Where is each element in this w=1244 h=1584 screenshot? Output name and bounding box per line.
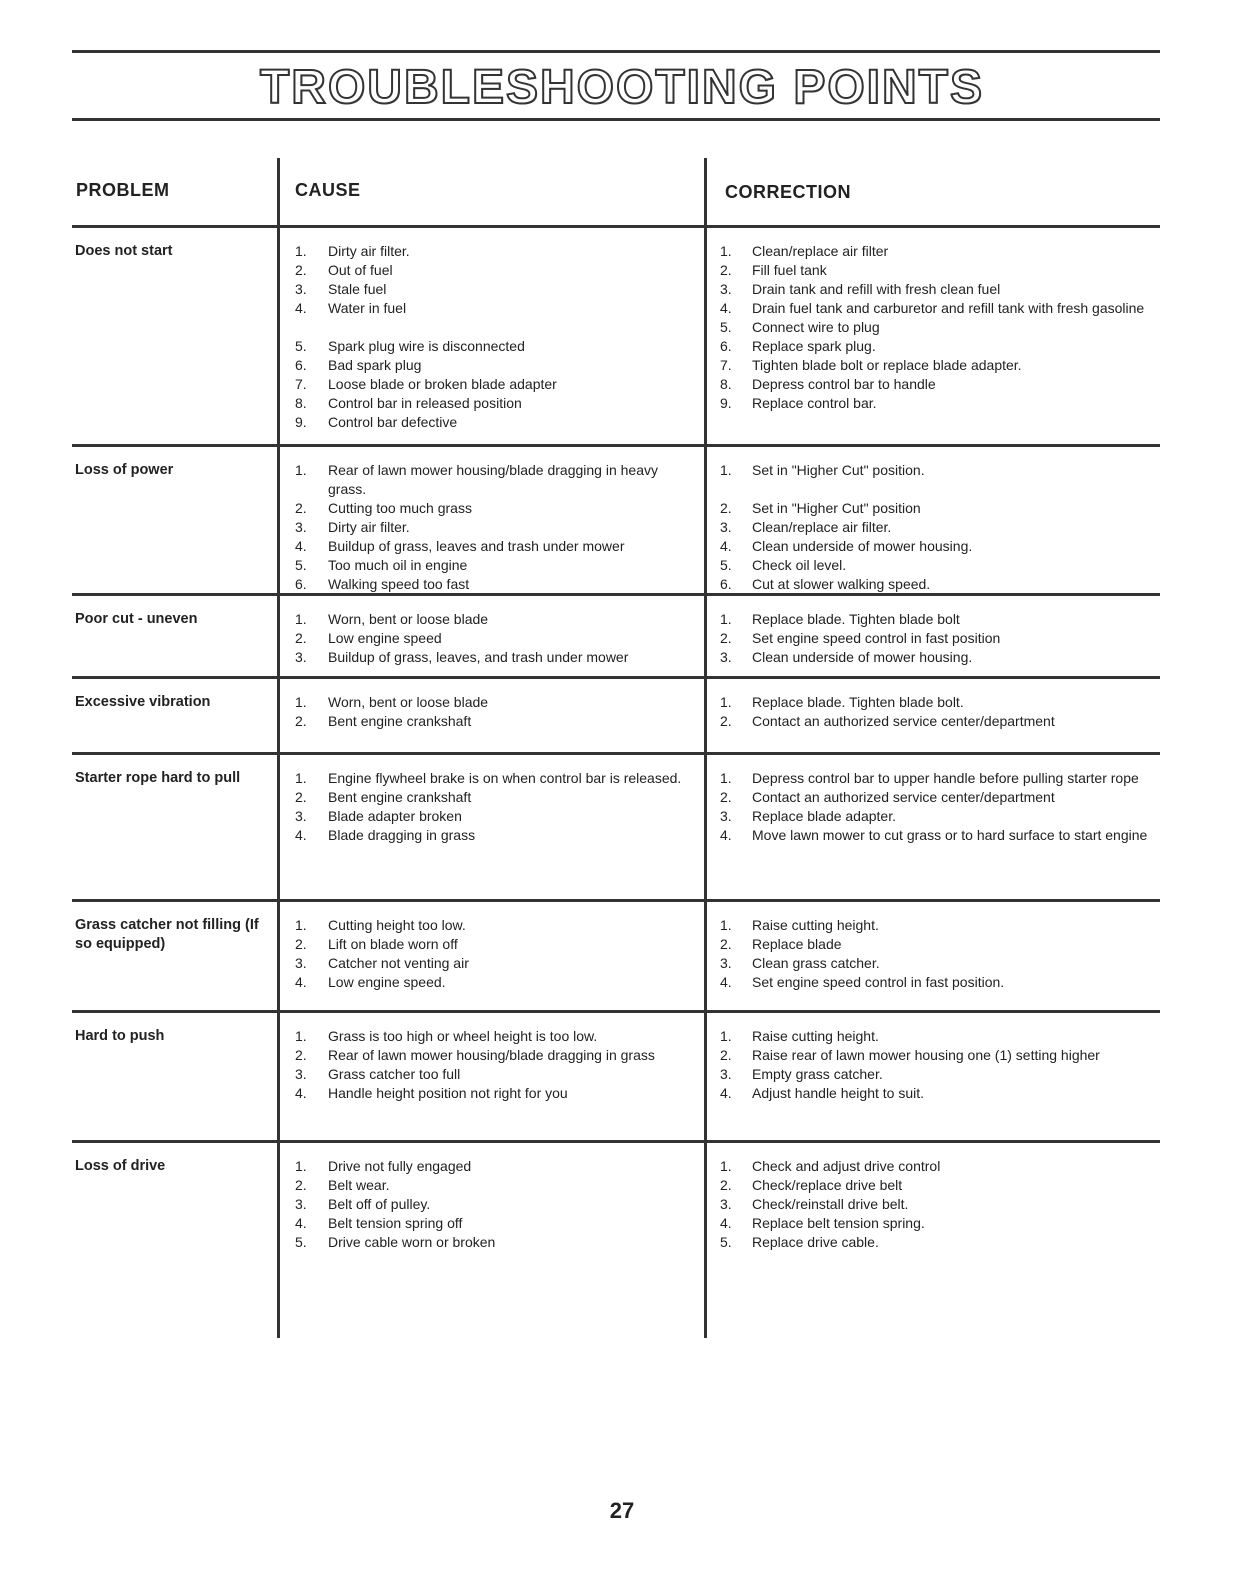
cause-text: Low engine speed. xyxy=(328,974,446,990)
title-top-rule xyxy=(72,50,1160,53)
correction-number: 3. xyxy=(720,1066,732,1082)
cause-number: 2. xyxy=(295,630,307,646)
correction-item xyxy=(720,1046,1150,1065)
correction-item xyxy=(720,394,1150,413)
cause-number: 1. xyxy=(295,770,307,786)
cause-number: 2. xyxy=(295,936,307,952)
correction-number: 1. xyxy=(720,1158,732,1174)
cause-item xyxy=(295,973,695,992)
cause-text: Low engine speed xyxy=(328,630,442,646)
correction-number: 2. xyxy=(720,500,732,516)
correction-number: 5. xyxy=(720,1234,732,1250)
problem-label: Starter rope hard to pull xyxy=(75,770,241,786)
correction-item xyxy=(720,769,1150,788)
correction-number: 3. xyxy=(720,649,732,665)
correction-list xyxy=(720,769,1150,845)
correction-text: Replace blade. Tighten blade bolt. xyxy=(752,694,964,710)
correction-text: Check/replace drive belt xyxy=(752,1177,903,1193)
correction-item xyxy=(720,1176,1150,1195)
correction-number: 8. xyxy=(720,376,732,392)
cause-list xyxy=(295,242,695,432)
cause-number: 4. xyxy=(295,538,307,554)
cause-item xyxy=(295,629,695,648)
cause-number: 1. xyxy=(295,917,307,933)
correction-text: Set engine speed control in fast position xyxy=(752,630,1001,646)
row-separator xyxy=(72,899,1160,902)
column-divider-cause xyxy=(277,158,280,1338)
cause-number: 5. xyxy=(295,557,307,573)
cause-item xyxy=(295,693,695,712)
correction-list xyxy=(720,1027,1150,1103)
cause-number: 8. xyxy=(295,395,307,411)
cause-item xyxy=(295,394,695,413)
cause-text: Belt tension spring off xyxy=(328,1215,463,1231)
cause-item xyxy=(295,1046,695,1065)
cause-number: 3. xyxy=(295,1196,307,1212)
cause-number: 6. xyxy=(295,357,307,373)
correction-number: 4. xyxy=(720,1215,732,1231)
correction-item xyxy=(720,518,1150,537)
correction-item xyxy=(720,973,1150,992)
correction-number: 1. xyxy=(720,1028,732,1044)
correction-text: Replace belt tension spring. xyxy=(752,1215,925,1231)
cause-text: Worn, bent or loose blade xyxy=(328,694,489,710)
cause-item xyxy=(295,575,695,594)
correction-item xyxy=(720,1233,1150,1252)
correction-text: Check oil level. xyxy=(752,557,847,573)
correction-list xyxy=(720,693,1150,731)
cause-text: Water in fuel xyxy=(328,300,407,316)
correction-text: Drain fuel tank and carburetor and refill tank with fresh gasoline xyxy=(752,300,1145,316)
row-separator xyxy=(72,444,1160,447)
correction-text: Tighten blade bolt or replace blade adapter. xyxy=(752,357,1022,373)
cause-text: Blade dragging in grass xyxy=(328,827,476,843)
cause-text: Bad spark plug xyxy=(328,357,422,373)
cause-item xyxy=(295,712,695,731)
correction-text: Move lawn mower to cut grass or to hard surface to start engine xyxy=(752,827,1148,843)
correction-number: 5. xyxy=(720,319,732,335)
cause-list xyxy=(295,461,695,594)
page-number: 27 xyxy=(609,1498,635,1523)
correction-list xyxy=(720,461,1150,594)
cause-number: 2. xyxy=(295,1047,307,1063)
correction-number: 3. xyxy=(720,808,732,824)
cause-number: 4. xyxy=(295,300,307,316)
cause-number: 3. xyxy=(295,281,307,297)
cause-text: Too much oil in engine xyxy=(328,557,468,573)
correction-item xyxy=(720,242,1150,261)
cause-item xyxy=(295,1084,695,1103)
cause-number: 2. xyxy=(295,713,307,729)
cause-text: Out of fuel xyxy=(328,262,393,278)
correction-item xyxy=(720,610,1150,629)
cause-text: Cutting too much grass xyxy=(328,500,472,516)
cause-number: 9. xyxy=(295,414,307,430)
cause-list xyxy=(295,1027,695,1103)
correction-item xyxy=(720,537,1150,556)
cause-text: Loose blade or broken blade adapter xyxy=(328,376,557,392)
correction-number: 2. xyxy=(720,262,732,278)
correction-item xyxy=(720,712,1150,731)
header-problem: PROBLEM xyxy=(76,180,170,200)
cause-item xyxy=(295,807,695,826)
row-separator xyxy=(72,676,1160,679)
cause-item xyxy=(295,826,695,845)
problem-label: Poor cut - uneven xyxy=(75,611,198,627)
correction-text: Clean underside of mower housing. xyxy=(752,538,973,554)
cause-item xyxy=(295,1195,695,1214)
cause-text: Engine flywheel brake is on when control bar is released. xyxy=(328,770,682,786)
correction-text: Empty grass catcher. xyxy=(752,1066,883,1082)
cause-number: 4. xyxy=(295,974,307,990)
cause-number: 4. xyxy=(295,1085,307,1101)
cause-number: 3. xyxy=(295,808,307,824)
correction-text: Replace drive cable. xyxy=(752,1234,879,1250)
cause-text: Catcher not venting air xyxy=(328,955,469,971)
correction-item xyxy=(720,280,1150,299)
correction-text: Connect wire to plug xyxy=(752,319,880,335)
cause-text: Grass is too high or wheel height is too low. xyxy=(328,1028,598,1044)
correction-text: Replace control bar. xyxy=(752,395,877,411)
correction-item xyxy=(720,1214,1150,1233)
cause-item xyxy=(295,556,695,575)
correction-number: 4. xyxy=(720,1085,732,1101)
correction-item xyxy=(720,826,1150,845)
cause-item xyxy=(295,280,695,299)
correction-number: 3. xyxy=(720,955,732,971)
correction-item xyxy=(720,337,1150,356)
correction-item xyxy=(720,375,1150,394)
correction-text: Drain tank and refill with fresh clean fuel xyxy=(752,281,1001,297)
cause-text: Dirty air filter. xyxy=(328,519,410,535)
cause-item xyxy=(295,537,695,556)
cause-number: 2. xyxy=(295,789,307,805)
correction-number: 9. xyxy=(720,395,732,411)
correction-number: 2. xyxy=(720,1047,732,1063)
cause-number: 4. xyxy=(295,1215,307,1231)
cause-text: Control bar defective xyxy=(328,414,458,430)
row-separator xyxy=(72,593,1160,596)
correction-number: 5. xyxy=(720,557,732,573)
correction-item xyxy=(720,648,1150,667)
cause-item xyxy=(295,648,695,667)
cause-text: Stale fuel xyxy=(328,281,387,297)
correction-number: 1. xyxy=(720,694,732,710)
correction-item xyxy=(720,480,1150,499)
cause-text: Walking speed too fast xyxy=(328,576,470,592)
correction-text: Clean/replace air filter xyxy=(752,243,889,259)
cause-text: Bent engine crankshaft xyxy=(328,713,472,729)
cause-number: 3. xyxy=(295,1066,307,1082)
row-separator xyxy=(72,752,1160,755)
correction-text: Clean grass catcher. xyxy=(752,955,880,971)
cause-item xyxy=(295,1157,695,1176)
correction-number: 4. xyxy=(720,538,732,554)
correction-item xyxy=(720,935,1150,954)
cause-item xyxy=(295,788,695,807)
cause-item xyxy=(295,413,695,432)
correction-number: 1. xyxy=(720,770,732,786)
cause-item xyxy=(295,1065,695,1084)
correction-number: 1. xyxy=(720,243,732,259)
correction-list xyxy=(720,1157,1150,1252)
problem-label: Loss of drive xyxy=(75,1158,166,1174)
cause-text: Cutting height too low. xyxy=(328,917,466,933)
correction-item xyxy=(720,629,1150,648)
cause-list xyxy=(295,1157,695,1252)
cause-item xyxy=(295,242,695,261)
correction-text: Cut at slower walking speed. xyxy=(752,576,931,592)
correction-text: Clean/replace air filter. xyxy=(752,519,892,535)
correction-text: Set engine speed control in fast position. xyxy=(752,974,1005,990)
cause-text: Rear of lawn mower housing/blade dragging in grass xyxy=(328,1047,655,1063)
correction-item xyxy=(720,807,1150,826)
cause-item xyxy=(295,954,695,973)
cause-text: Belt wear. xyxy=(328,1177,390,1193)
cause-item xyxy=(295,261,695,280)
correction-item xyxy=(720,356,1150,375)
correction-text: Depress control bar to handle xyxy=(752,376,936,392)
cause-number: 2. xyxy=(295,1177,307,1193)
problem-label: Loss of power xyxy=(75,462,174,478)
header-correction: CORRECTION xyxy=(725,182,851,202)
cause-text: Buildup of grass, leaves and trash under mower xyxy=(328,538,625,554)
correction-text: Replace spark plug. xyxy=(752,338,876,354)
correction-text: Clean underside of mower housing. xyxy=(752,649,973,665)
cause-number: 1. xyxy=(295,694,307,710)
correction-number: 2. xyxy=(720,713,732,729)
cause-item xyxy=(295,337,695,356)
correction-number: 1. xyxy=(720,462,732,478)
correction-item xyxy=(720,954,1150,973)
correction-number: 1. xyxy=(720,917,732,933)
cause-number: 5. xyxy=(295,338,307,354)
cause-item xyxy=(295,916,695,935)
cause-text: Worn, bent or loose blade xyxy=(328,611,489,627)
correction-item xyxy=(720,1195,1150,1214)
correction-number: 2. xyxy=(720,789,732,805)
correction-text: Replace blade adapter. xyxy=(752,808,896,824)
correction-number: 4. xyxy=(720,300,732,316)
cause-number: 1. xyxy=(295,462,307,478)
correction-number: 2. xyxy=(720,1177,732,1193)
cause-item xyxy=(295,461,695,499)
cause-item xyxy=(295,1233,695,1252)
cause-item xyxy=(295,318,695,337)
cause-number: 1. xyxy=(295,611,307,627)
correction-text: Check and adjust drive control xyxy=(752,1158,941,1174)
correction-number: 3. xyxy=(720,519,732,535)
correction-text: Adjust handle height to suit. xyxy=(752,1085,925,1101)
cause-list xyxy=(295,769,695,845)
header-cause: CAUSE xyxy=(295,180,361,200)
cause-list xyxy=(295,916,695,992)
problem-label: Hard to push xyxy=(75,1028,165,1044)
row-separator xyxy=(72,1140,1160,1143)
cause-list xyxy=(295,693,695,731)
correction-number: 6. xyxy=(720,338,732,354)
correction-text: Check/reinstall drive belt. xyxy=(752,1196,909,1212)
cause-item xyxy=(295,769,695,788)
cause-text: Lift on blade worn off xyxy=(328,936,458,952)
problem-label: Excessive vibration xyxy=(75,694,211,710)
cause-text: Grass catcher too full xyxy=(328,1066,461,1082)
cause-item xyxy=(295,935,695,954)
correction-text: Raise cutting height. xyxy=(752,1028,879,1044)
correction-number: 4. xyxy=(720,974,732,990)
cause-text: Spark plug wire is disconnected xyxy=(328,338,525,354)
cause-text: Belt off of pulley. xyxy=(328,1196,431,1212)
correction-item xyxy=(720,556,1150,575)
correction-item xyxy=(720,575,1150,594)
cause-item xyxy=(295,1027,695,1046)
row-separator xyxy=(72,225,1160,228)
correction-item xyxy=(720,693,1150,712)
correction-text: Replace blade. Tighten blade bolt xyxy=(752,611,960,627)
cause-number: 2. xyxy=(295,262,307,278)
cause-text: Control bar in released position xyxy=(328,395,522,411)
problem-label: Grass catcher not filling (If so equipped) xyxy=(75,917,259,952)
correction-item xyxy=(720,1157,1150,1176)
cause-number: 7. xyxy=(295,376,307,392)
correction-text: Fill fuel tank xyxy=(752,262,827,278)
cause-item xyxy=(295,299,695,318)
cause-item xyxy=(295,518,695,537)
cause-item xyxy=(295,356,695,375)
correction-item xyxy=(720,299,1150,318)
problem-label: Does not start xyxy=(75,243,173,259)
correction-number: 2. xyxy=(720,936,732,952)
correction-text: Set in "Higher Cut" position xyxy=(752,500,921,516)
correction-item xyxy=(720,499,1150,518)
correction-item xyxy=(720,788,1150,807)
correction-number: 6. xyxy=(720,576,732,592)
cause-number: 4. xyxy=(295,827,307,843)
cause-text: Buildup of grass, leaves, and trash under mower xyxy=(328,649,629,665)
cause-text: Dirty air filter. xyxy=(328,243,410,259)
cause-text: Handle height position not right for you xyxy=(328,1085,568,1101)
cause-number: 6. xyxy=(295,576,307,592)
cause-item xyxy=(295,499,695,518)
correction-number: 3. xyxy=(720,281,732,297)
cause-text: Rear of lawn mower housing/blade dragging in heavy grass. xyxy=(328,462,658,497)
cause-text: Drive not fully engaged xyxy=(328,1158,472,1174)
correction-list xyxy=(720,242,1150,413)
title-bottom-rule xyxy=(72,118,1160,121)
correction-text: Raise cutting height. xyxy=(752,917,879,933)
cause-number: 3. xyxy=(295,519,307,535)
correction-text: Raise rear of lawn mower housing one (1) setting higher xyxy=(752,1047,1100,1063)
correction-text: Contact an authorized service center/department xyxy=(752,789,1055,805)
cause-item xyxy=(295,375,695,394)
cause-number: 5. xyxy=(295,1234,307,1250)
cause-list xyxy=(295,610,695,667)
correction-item xyxy=(720,1027,1150,1046)
cause-number: 1. xyxy=(295,1158,307,1174)
cause-number: 3. xyxy=(295,649,307,665)
cause-number: 2. xyxy=(295,500,307,516)
correction-text: Replace blade xyxy=(752,936,842,952)
correction-text: Depress control bar to upper handle before pulling starter rope xyxy=(752,770,1139,786)
correction-item xyxy=(720,1084,1150,1103)
correction-item xyxy=(720,1065,1150,1084)
correction-number: 3. xyxy=(720,1196,732,1212)
cause-text: Bent engine crankshaft xyxy=(328,789,472,805)
correction-number: 1. xyxy=(720,611,732,627)
cause-item xyxy=(295,610,695,629)
correction-item xyxy=(720,916,1150,935)
page-title: TROUBLESHOOTING POINTS xyxy=(259,61,984,114)
correction-number: 7. xyxy=(720,357,732,373)
cause-item xyxy=(295,1214,695,1233)
cause-number: 1. xyxy=(295,243,307,259)
cause-item xyxy=(295,1176,695,1195)
cause-text: Drive cable worn or broken xyxy=(328,1234,496,1250)
correction-list xyxy=(720,916,1150,992)
correction-number: 4. xyxy=(720,827,732,843)
column-divider-correction xyxy=(704,158,707,1338)
cause-text: Blade adapter broken xyxy=(328,808,462,824)
correction-text: Set in "Higher Cut" position. xyxy=(752,462,925,478)
cause-number: 3. xyxy=(295,955,307,971)
cause-number: 1. xyxy=(295,1028,307,1044)
correction-item xyxy=(720,318,1150,337)
correction-text: Contact an authorized service center/department xyxy=(752,713,1055,729)
correction-item xyxy=(720,261,1150,280)
correction-item xyxy=(720,461,1150,480)
correction-number: 2. xyxy=(720,630,732,646)
correction-list xyxy=(720,610,1150,667)
row-separator xyxy=(72,1010,1160,1013)
